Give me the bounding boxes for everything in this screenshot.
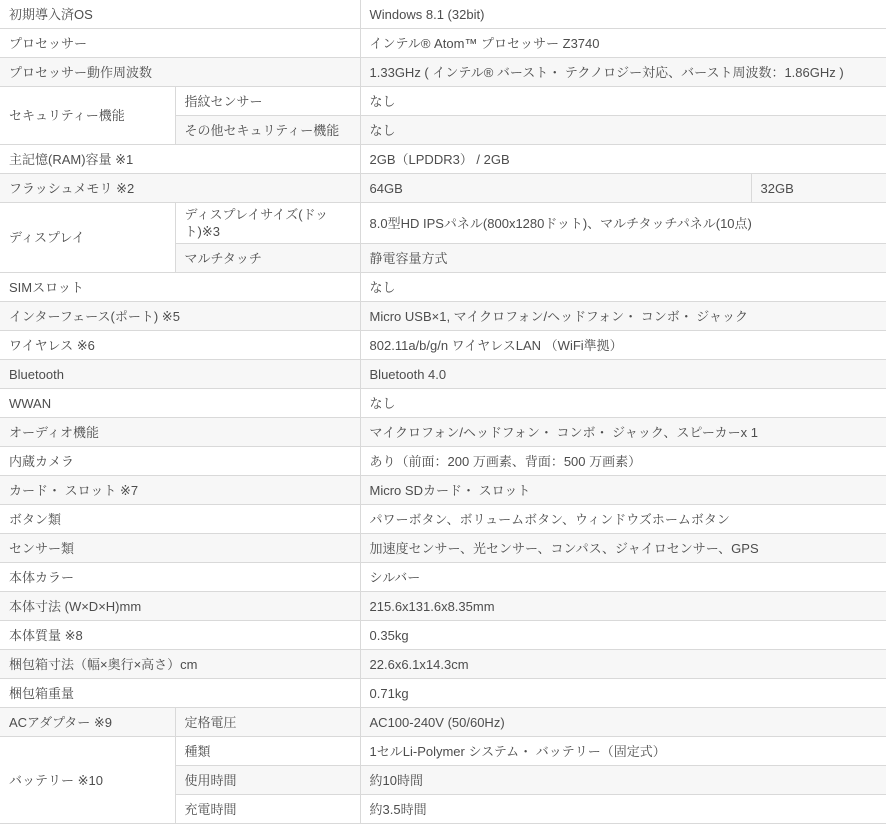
spec-group-cell: バッテリー ※10 xyxy=(0,737,175,824)
spec-row xyxy=(0,650,886,679)
spec-row xyxy=(0,592,886,621)
spec-row xyxy=(0,563,886,592)
spec-row xyxy=(0,29,886,58)
spec-value-cell: 802.11a/b/g/n ワイヤレスLAN （WiFi準拠） xyxy=(360,331,886,360)
spec-value-cell: なし xyxy=(360,273,886,302)
spec-row xyxy=(0,505,886,534)
spec-row xyxy=(0,737,886,766)
spec-value-cell: あり（前面：200 万画素、背面：500 万画素） xyxy=(360,447,886,476)
spec-sublabel-cell: その他セキュリティー機能 xyxy=(175,116,360,145)
spec-value-cell: 約3.5時間 xyxy=(360,795,886,824)
spec-value-cell: 1.33GHz ( インテル® バースト・ テクノロジー対応、バースト周波数：1.86GHz ) xyxy=(360,58,886,87)
spec-sublabel-cell: 定格電圧 xyxy=(175,708,360,737)
spec-label-cell: プロセッサー動作周波数 xyxy=(0,58,360,87)
spec-row xyxy=(0,534,886,563)
spec-label-cell: 梱包箱寸法（幅×奥行×高さ）cm xyxy=(0,650,360,679)
spec-sublabel-cell: 指紋センサー xyxy=(175,87,360,116)
spec-label-cell: 本体質量 ※8 xyxy=(0,621,360,650)
spec-value-cell: 1セルLi-Polymer システム・ バッテリー（固定式） xyxy=(360,737,886,766)
spec-row xyxy=(0,87,886,116)
spec-value-cell: 64GB xyxy=(360,174,751,203)
spec-value-cell: シルバー xyxy=(360,563,886,592)
spec-value-cell: なし xyxy=(360,87,886,116)
spec-value-cell: Micro SDカード・ スロット xyxy=(360,476,886,505)
spec-value-cell: AC100-240V (50/60Hz) xyxy=(360,708,886,737)
spec-value-cell: なし xyxy=(360,389,886,418)
spec-row xyxy=(0,273,886,302)
spec-label-cell: 本体カラー xyxy=(0,563,360,592)
spec-label-cell: 初期導入済OS xyxy=(0,0,360,29)
spec-value-cell: 8.0型HD IPSパネル(800x1280ドット)、マルチタッチパネル(10点) xyxy=(360,203,886,244)
spec-label-cell: Bluetooth xyxy=(0,360,360,389)
spec-value-cell: 約10時間 xyxy=(360,766,886,795)
spec-row xyxy=(0,708,886,737)
spec-row xyxy=(0,418,886,447)
spec-row xyxy=(0,145,886,174)
spec-value-cell: Windows 8.1 (32bit) xyxy=(360,0,886,29)
spec-label-cell: ボタン類 xyxy=(0,505,360,534)
spec-value-cell: 215.6x131.6x8.35mm xyxy=(360,592,886,621)
spec-group-cell: ディスプレイ xyxy=(0,203,175,273)
spec-value-cell: 0.71kg xyxy=(360,679,886,708)
spec-label-cell: 梱包箱重量 xyxy=(0,679,360,708)
spec-row xyxy=(0,447,886,476)
spec-row xyxy=(0,203,886,244)
spec-row xyxy=(0,360,886,389)
spec-value-cell: 加速度センサー、光センサー、コンパス、ジャイロセンサー、GPS xyxy=(360,534,886,563)
spec-label-cell: カード・ スロット ※7 xyxy=(0,476,360,505)
spec-sublabel-cell: マルチタッチ xyxy=(175,244,360,273)
spec-sublabel-cell: 充電時間 xyxy=(175,795,360,824)
spec-row xyxy=(0,476,886,505)
spec-row xyxy=(0,621,886,650)
spec-label-cell: フラッシュメモリ ※2 xyxy=(0,174,360,203)
spec-label-cell: 本体寸法 (W×D×H)mm xyxy=(0,592,360,621)
spec-value-cell: Micro USB×1, マイクロフォン/ヘッドフォン・ コンボ・ ジャック xyxy=(360,302,886,331)
spec-value-cell: 2GB（LPDDR3） / 2GB xyxy=(360,145,886,174)
spec-label-cell: ワイヤレス ※6 xyxy=(0,331,360,360)
spec-sublabel-cell: 使用時間 xyxy=(175,766,360,795)
spec-group-cell: セキュリティー機能 xyxy=(0,87,175,145)
spec-label-cell: 内蔵カメラ xyxy=(0,447,360,476)
spec-value-cell: インテル® Atom™ プロセッサー Z3740 xyxy=(360,29,886,58)
spec-label-cell: センサー類 xyxy=(0,534,360,563)
spec-value-cell: Bluetooth 4.0 xyxy=(360,360,886,389)
spec-value-cell: パワーボタン、ボリュームボタン、ウィンドウズホームボタン xyxy=(360,505,886,534)
spec-value-cell: 静電容量方式 xyxy=(360,244,886,273)
spec-label-cell: 主記憶(RAM)容量 ※1 xyxy=(0,145,360,174)
spec-row xyxy=(0,174,886,203)
spec-sublabel-cell: 種類 xyxy=(175,737,360,766)
spec-value-cell: 22.6x6.1x14.3cm xyxy=(360,650,886,679)
spec-row xyxy=(0,58,886,87)
spec-value-cell: 0.35kg xyxy=(360,621,886,650)
spec-label-cell: プロセッサー xyxy=(0,29,360,58)
spec-value-cell: なし xyxy=(360,116,886,145)
spec-label-cell: インターフェース(ポート) ※5 xyxy=(0,302,360,331)
spec-label-cell: SIMスロット xyxy=(0,273,360,302)
spec-sublabel-cell: ディスプレイサイズ(ドット)※3 xyxy=(175,203,360,244)
spec-row xyxy=(0,679,886,708)
spec-row xyxy=(0,331,886,360)
spec-group-cell: ACアダプター ※9 xyxy=(0,708,175,737)
spec-row xyxy=(0,0,886,29)
spec-label-cell: オーディオ機能 xyxy=(0,418,360,447)
spec-row xyxy=(0,302,886,331)
spec-label-cell: WWAN xyxy=(0,389,360,418)
spec-value-cell-2: 32GB xyxy=(751,174,886,203)
spec-value-cell: マイクロフォン/ヘッドフォン・ コンボ・ ジャック、スピーカーx 1 xyxy=(360,418,886,447)
spec-row xyxy=(0,389,886,418)
